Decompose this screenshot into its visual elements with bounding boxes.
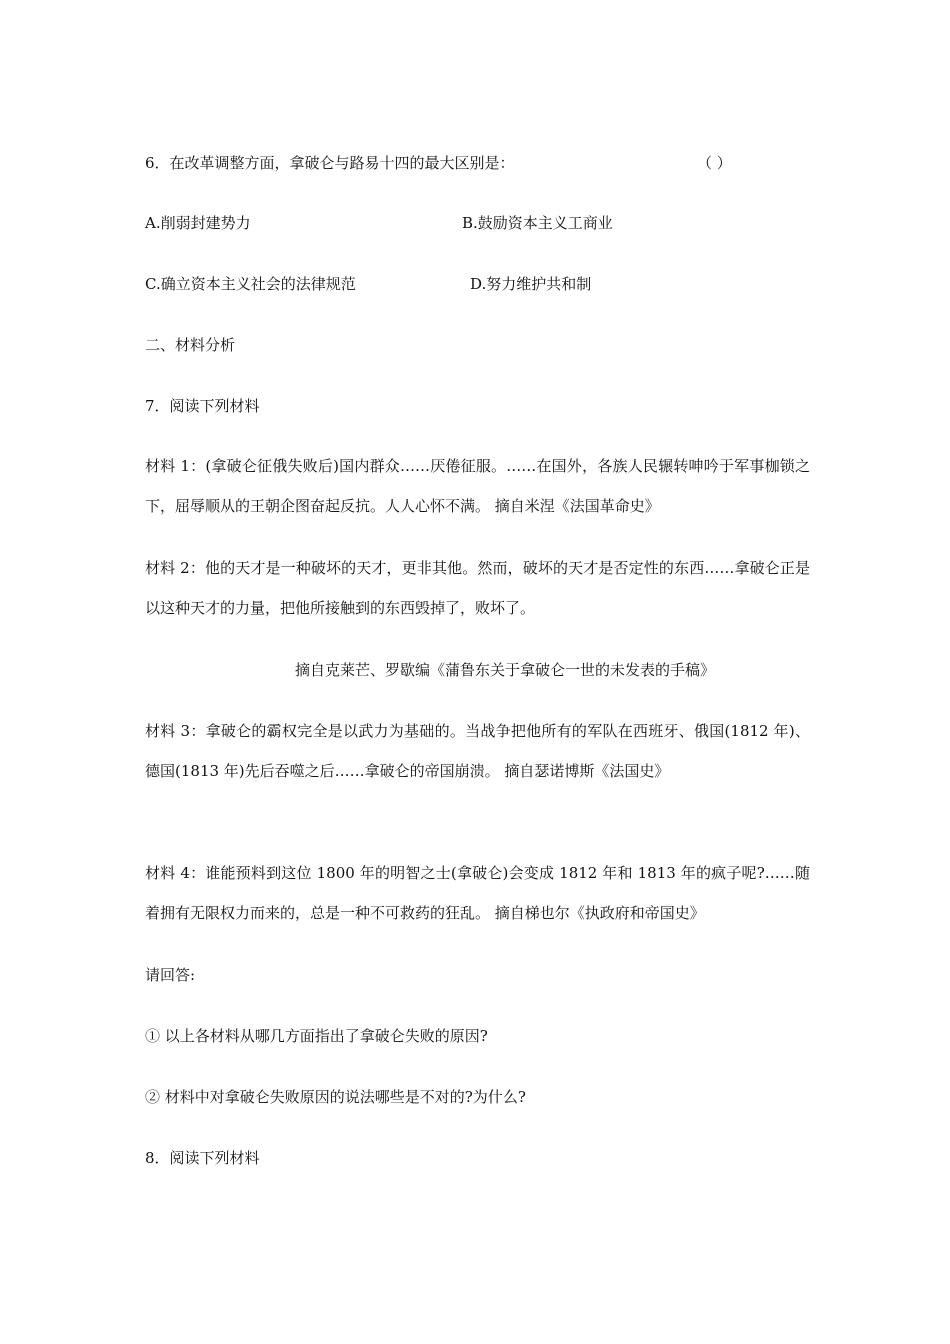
material-2-source: 摘自克莱芒、罗歇编《蒲鲁东关于拿破仑一世的未发表的手稿》	[295, 661, 716, 679]
question-8-stem: 8．阅读下列材料	[145, 1149, 260, 1167]
section-title-material-analysis: 二、材料分析	[145, 336, 236, 354]
sub-question-2: ② 材料中对拿破仑失败原因的说法哪些是不对的?为什么?	[145, 1088, 526, 1106]
material-4: 材料 4：谁能预料到这位 1800 年的明智之士(拿破仑)会变成 1812 年和 1813 年的疯子呢?……随着拥有无限权力而来的，总是一种不可救药的狂乱。 摘自梯也尔《执政府和帝国史》	[145, 864, 810, 922]
sub-question-1: ① 以上各材料从哪几方面指出了拿破仑失败的原因?	[145, 1027, 488, 1045]
material-1: 材料 1：(拿破仑征俄失败后)国内群众……厌倦征服。……在国外，各族人民辗转呻吟于军事枷锁之下，屈辱顺从的王朝企图奋起反抗。人人心怀不满。 摘自米涅《法国革命史》	[145, 457, 810, 515]
question-7-stem: 7．阅读下列材料	[145, 397, 260, 415]
question-6-stem: 6．在改革调整方面，拿破仑与路易十四的最大区别是：	[145, 154, 515, 172]
question-6-option-a: A.削弱封建势力	[145, 214, 251, 232]
question-6-option-b: B.鼓励资本主义工商业	[462, 214, 613, 232]
question-6-answer-bracket: （ ）	[697, 154, 732, 172]
question-6-option-d: D.努力维护共和制	[470, 275, 592, 293]
answer-prompt: 请回答:	[145, 966, 196, 984]
question-6-option-c: C.确立资本主义社会的法律规范	[145, 275, 356, 293]
material-2: 材料 2：他的天才是一种破坏的天才，更非其他。然而，破坏的天才是否定性的东西……拿破仑正是以这种天才的力量，把他所接触到的东西毁掉了，败坏了。	[145, 559, 810, 617]
material-3: 材料 3：拿破仑的霸权完全是以武力为基础的。当战争把他所有的军队在西班牙、俄国(1812 年)、德国(1813 年)先后吞噬之后……拿破仑的帝国崩溃。 摘自瑟诺博斯《法国史》	[145, 722, 810, 780]
